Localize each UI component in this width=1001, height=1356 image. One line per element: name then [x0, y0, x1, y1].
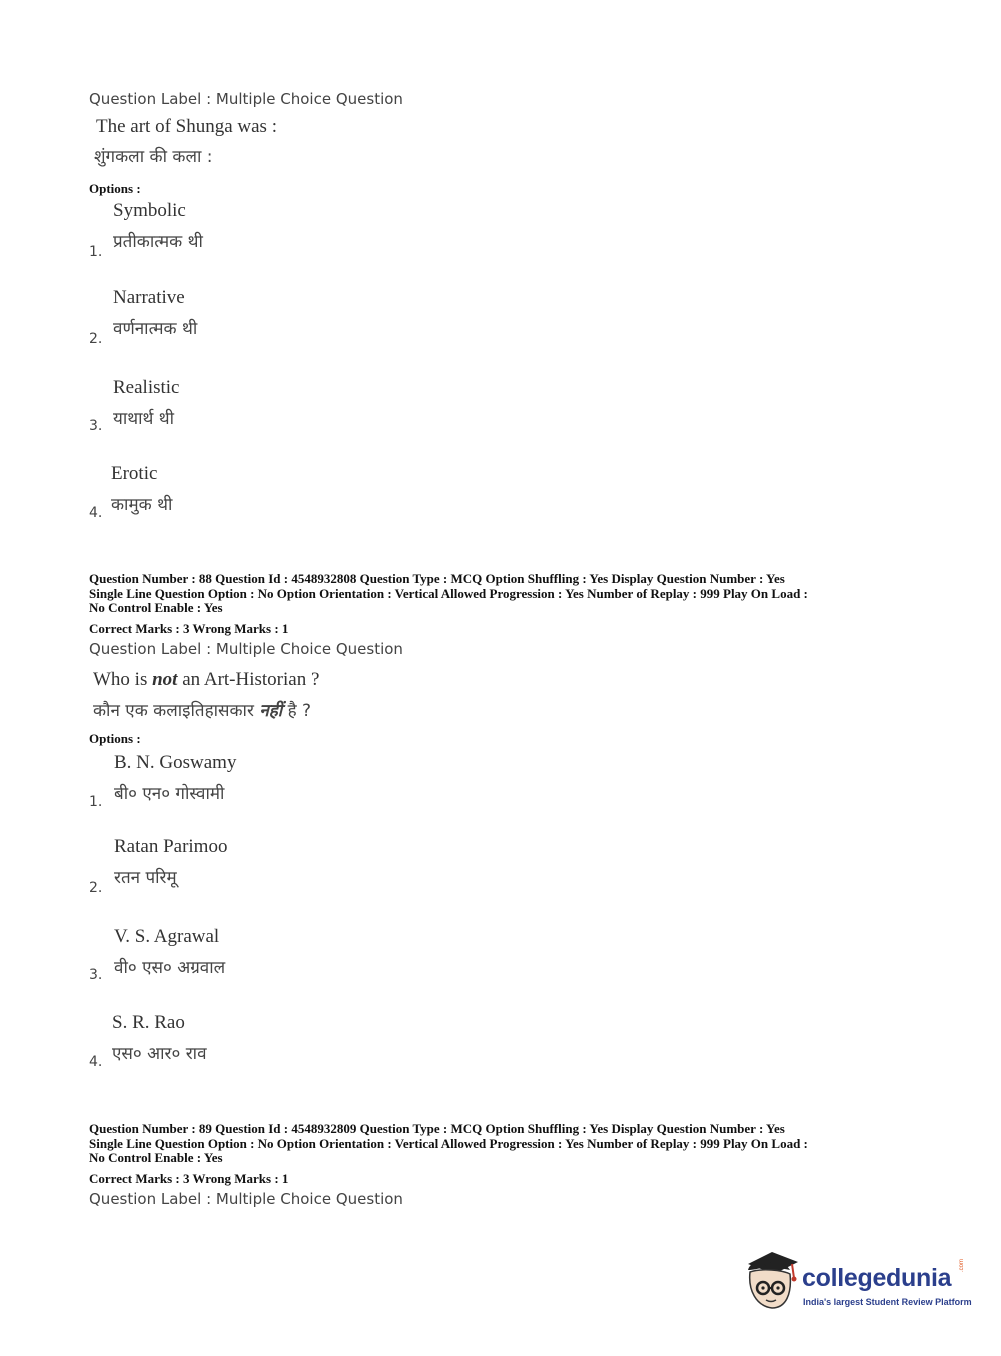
option-text-hi: बी० एन० गोस्वामी	[114, 784, 225, 804]
meta-line: Single Line Question Option : No Option Orientation : Vertical Allowed Progression : Yes Number of Replay : 999 Play On Load :	[89, 585, 808, 601]
option-text-hi: याथार्थ थी	[113, 409, 175, 429]
option-text-hi: वी० एस० अग्रवाल	[114, 958, 226, 978]
option-text-hi: वर्णनात्मक थी	[113, 319, 198, 339]
option-text-en: V. S. Agrawal	[114, 926, 220, 947]
option-text-en: Narrative	[113, 287, 185, 308]
option-number: 4.	[89, 505, 103, 521]
logo-tld: .com	[959, 1258, 965, 1272]
logo-name: collegedunia	[802, 1264, 952, 1292]
question-text-part: है ?	[282, 701, 312, 721]
option-text-en: Ratan Parimoo	[114, 836, 228, 857]
marks-info: Correct Marks : 3 Wrong Marks : 1	[89, 1171, 289, 1186]
option-text-hi: रतन परिमू	[114, 868, 177, 888]
marks-info: Correct Marks : 3 Wrong Marks : 1	[89, 621, 289, 636]
meta-line: Question Number : 89 Question Id : 4548932809 Question Type : MCQ Option Shuffling : Yes Display Question Number : Yes	[89, 1121, 785, 1136]
option-text-en: Realistic	[113, 377, 180, 398]
meta-line: No Control Enable : Yes	[89, 1150, 223, 1165]
question-text-hi	[93, 698, 311, 721]
option-text-en: Erotic	[111, 463, 158, 484]
question-text-en	[93, 669, 319, 691]
option-number: 1.	[89, 244, 103, 260]
option-number: 2.	[89, 880, 103, 896]
question-emphasis: नहीं	[259, 701, 283, 721]
option-text-hi: एस० आर० राव	[112, 1044, 207, 1064]
collegedunia-logo[interactable]	[742, 1250, 972, 1320]
option-text-hi: कामुक थी	[111, 495, 173, 515]
meta-line: Question Number : 88 Question Id : 4548932808 Question Type : MCQ Option Shuffling : Yes Display Question Number : Yes	[89, 571, 785, 586]
question-meta	[89, 572, 808, 616]
question-text-hi: शुंगकला की कला :	[94, 147, 213, 167]
question-label: Question Label : Multiple Choice Question	[89, 640, 403, 658]
question-emphasis: not	[152, 669, 178, 690]
option-number: 3.	[89, 967, 103, 983]
option-number: 4.	[89, 1054, 103, 1070]
meta-line: No Control Enable : Yes	[89, 600, 223, 615]
meta-line: Single Line Question Option : No Option Orientation : Vertical Allowed Progression : Yes Number of Replay : 999 Play On Load :	[89, 1135, 808, 1151]
mascot-icon	[742, 1250, 800, 1312]
option-text-en: S. R. Rao	[112, 1012, 185, 1033]
option-text-en: B. N. Goswamy	[114, 752, 237, 773]
option-text-en: Symbolic	[113, 200, 186, 221]
question-text-part: an Art-Historian ?	[177, 669, 320, 690]
options-label: Options :	[89, 731, 141, 746]
option-number: 2.	[89, 331, 103, 347]
question-text-en: The art of Shunga was :	[96, 116, 277, 137]
question-label: Question Label : Multiple Choice Question	[89, 90, 403, 108]
question-text-part: Who is	[93, 669, 153, 690]
question-label: Question Label : Multiple Choice Question	[89, 1190, 403, 1208]
option-number: 3.	[89, 418, 103, 434]
question-meta	[89, 1122, 808, 1166]
logo-tagline: India's largest Student Review Platform	[803, 1297, 972, 1307]
option-text-hi: प्रतीकात्मक थी	[113, 232, 203, 252]
option-number: 1.	[89, 794, 103, 810]
options-label: Options :	[89, 181, 141, 196]
question-text-part: कौन एक कलाइतिहासकार	[93, 701, 260, 721]
